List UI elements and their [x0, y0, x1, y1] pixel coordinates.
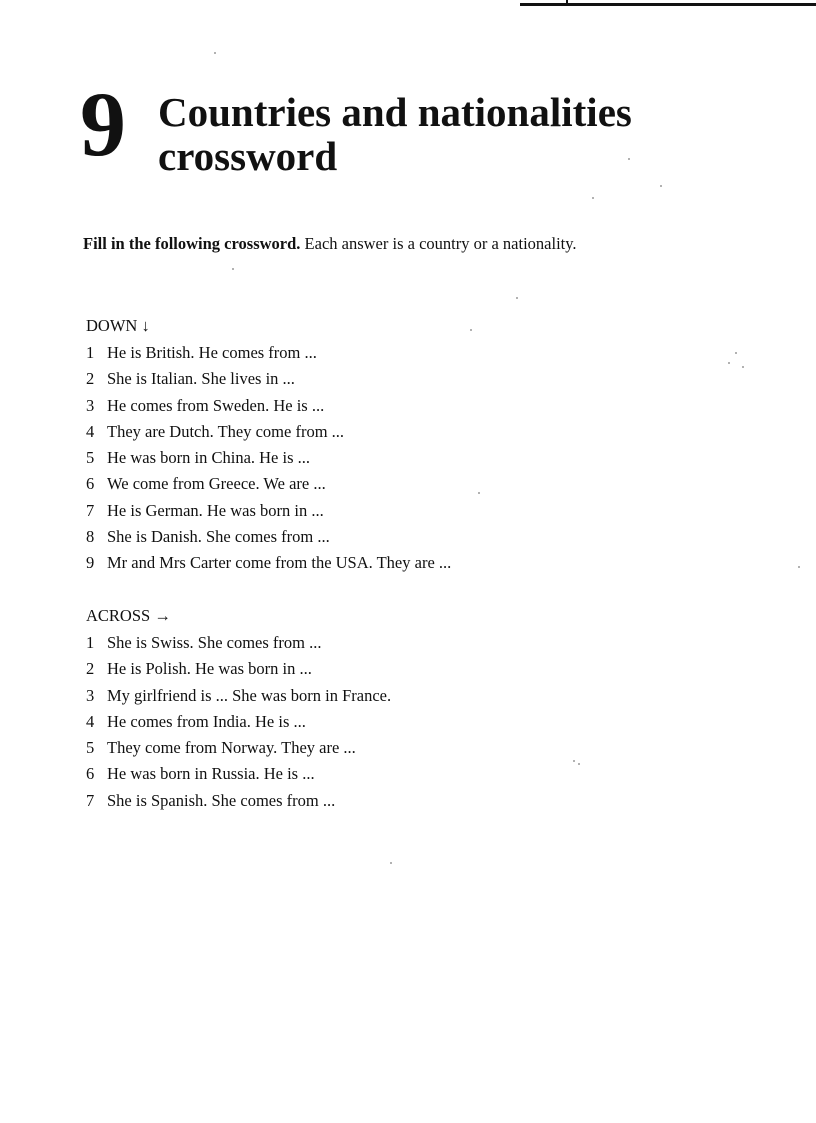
- down-clue: [86, 471, 451, 497]
- down-clue: [86, 498, 451, 524]
- clue-number: 1: [86, 633, 95, 652]
- clue-number: 2: [86, 659, 95, 679]
- down-clue: [86, 550, 451, 576]
- across-clue-list: [86, 630, 391, 814]
- clue-number: 5: [86, 448, 95, 468]
- across-heading: ACROSS →: [86, 606, 171, 625]
- scan-speck: [628, 158, 630, 160]
- instructions-lead: Fill in the following crossword.: [83, 234, 301, 253]
- clue-text: He is German. He was born in ...: [107, 500, 324, 520]
- across-clue: [86, 761, 391, 787]
- scan-speck: [214, 52, 216, 54]
- clue-text: She is Spanish. She comes from ...: [107, 790, 336, 810]
- clue-text: He was born in China. He is ...: [107, 448, 311, 468]
- clue-text: He comes from Sweden. He is ...: [107, 395, 325, 415]
- unit-title: Countries and nationalities crossword: [158, 89, 632, 179]
- scan-speck: [232, 268, 234, 270]
- clue-text: He is British. He comes from ...: [107, 343, 317, 362]
- scan-speck: [390, 862, 392, 864]
- clue-number: 8: [86, 527, 95, 547]
- scan-speck: [660, 185, 662, 187]
- clue-number: 5: [86, 738, 95, 758]
- down-clue: [86, 393, 451, 419]
- clue-number: 4: [86, 421, 95, 441]
- clue-text: He was born in Russia. He is ...: [107, 764, 315, 784]
- clue-number: 4: [86, 711, 95, 731]
- scan-speck: [578, 763, 580, 765]
- down-clue: [86, 366, 451, 392]
- clue-number: 3: [86, 395, 95, 415]
- clue-text: She is Danish. She comes from ...: [107, 527, 330, 547]
- clue-number: 6: [86, 474, 95, 494]
- clue-text: She is Swiss. She comes from ...: [107, 633, 322, 652]
- clue-number: 3: [86, 685, 95, 705]
- across-clue: [86, 656, 391, 682]
- across-clue: [86, 735, 391, 761]
- scan-speck: [478, 492, 480, 494]
- unit-number: 9: [80, 73, 126, 175]
- scan-speck: [470, 329, 472, 331]
- clue-text: He comes from India. He is ...: [107, 711, 306, 731]
- scan-speck: [728, 362, 730, 364]
- clue-number: 2: [86, 369, 95, 389]
- page-top-rule: [520, 3, 816, 6]
- clue-text: My girlfriend is ... She was born in France.: [107, 685, 392, 705]
- scan-speck: [573, 760, 575, 762]
- instructions: [83, 234, 803, 254]
- clue-text: Mr and Mrs Carter come from the USA. They are ...: [107, 553, 452, 573]
- scan-speck: [798, 566, 800, 568]
- scan-speck: [742, 366, 744, 368]
- down-clue: [86, 340, 451, 366]
- clue-text: They come from Norway. They are ...: [107, 738, 356, 758]
- clue-text: He is Polish. He was born in ...: [107, 659, 312, 679]
- clue-text: They are Dutch. They come from ...: [107, 421, 345, 441]
- down-clue: [86, 445, 451, 471]
- clue-number: 6: [86, 764, 95, 784]
- across-clue: [86, 709, 391, 735]
- clue-text: We come from Greece. We are ...: [107, 474, 326, 494]
- clue-number: 7: [86, 790, 95, 810]
- down-heading: DOWN ↓: [86, 316, 150, 335]
- clue-number: 1: [86, 343, 95, 362]
- clue-text: She is Italian. She lives in ...: [107, 369, 295, 389]
- clue-number: 7: [86, 500, 95, 520]
- down-clue-list: [86, 340, 451, 577]
- down-clue: [86, 524, 451, 550]
- across-clue: [86, 630, 391, 656]
- scan-speck: [592, 197, 594, 199]
- down-clue: [86, 419, 451, 445]
- clue-number: 9: [86, 553, 95, 573]
- scan-speck: [516, 297, 518, 299]
- page-top-rule-tick: [566, 0, 568, 5]
- across-clue: [86, 788, 391, 814]
- instructions-rest: Each answer is a country or a nationality.: [304, 234, 577, 253]
- scan-speck: [735, 352, 737, 354]
- across-clue: [86, 683, 391, 709]
